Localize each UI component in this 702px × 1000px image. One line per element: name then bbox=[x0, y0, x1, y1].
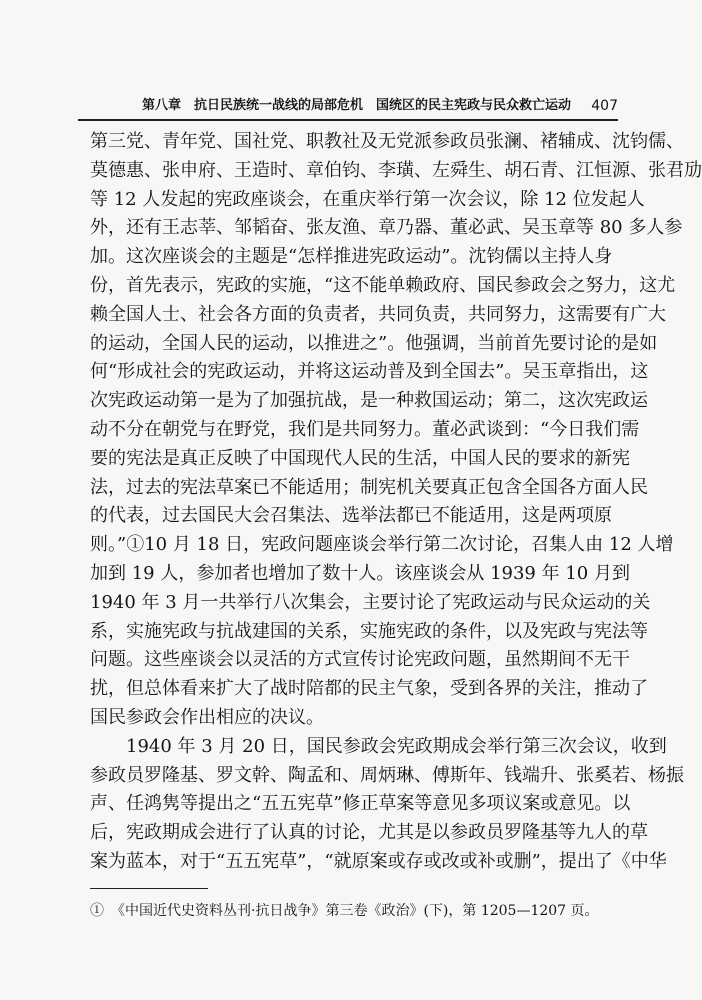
text-line: 法，过去的宪法草案已不能适用；制宪机关要真正包含全国各方面人民 bbox=[90, 476, 648, 498]
footnote: ① 《中国近代史资料丛刊·抗日战争》第三卷《政治》(下)，第 1205—1207 页。 bbox=[90, 903, 599, 919]
text-line: 的运动，全国人民的运动，以推进之”。他强调，当前首先要讨论的是如 bbox=[90, 332, 658, 354]
text-line: 次宪政运动第一是为了加强抗战，是一种救国运动；第二，这次宪政运 bbox=[90, 390, 648, 412]
text-line: 加。这次座谈会的主题是“怎样推进宪政运动”。沈钧儒以主持人身 bbox=[90, 246, 613, 268]
text-line: 后，宪政期成会进行了认真的讨论，尤其是以参政员罗隆基等九人的草 bbox=[90, 822, 648, 844]
page-number: 407 bbox=[591, 98, 618, 114]
text-line: 赖全国人士、社会各方面的负责者，共同负责，共同努力，这需要有广大 bbox=[90, 303, 666, 325]
text-line: 参政员罗隆基、罗文幹、陶孟和、周炳琳、傅斯年、钱端升、张奚若、杨振 bbox=[90, 764, 684, 786]
running-header bbox=[78, 93, 618, 121]
text-line: 声、任鸿隽等提出之“五五宪草”修正草案等意见多项议案或意见。以 bbox=[90, 793, 631, 815]
footnote-divider bbox=[90, 888, 208, 889]
text-line: 的代表，过去国民大会召集法、选举法都已不能适用，这是两项原 bbox=[90, 505, 612, 527]
text-line: 1940 年 3 月一共举行八次集会，主要讨论了宪政运动与民众运动的关 bbox=[90, 591, 651, 613]
text-line: 国民参政会作出相应的决议。 bbox=[90, 706, 324, 728]
text-line: 外，还有王志莘、邹韬奋、张友渔、章乃器、董必武、吴玉章等 80 多人参 bbox=[90, 217, 683, 239]
chapter-title: 第八章 抗日民族统一战线的局部危机 国统区的民主宪政与民众救亡运动 bbox=[142, 98, 572, 113]
text-line: 等 12 人发起的宪政座谈会，在重庆举行第一次会议，除 12 位发起人 bbox=[90, 188, 645, 210]
paragraph-start-line: 1940 年 3 月 20 日，国民参政会宪政期成会举行第三次会议，收到 bbox=[126, 735, 667, 757]
text-line: 何“形成社会的宪政运动，并将这运动普及到全国去”。吴玉章指出，这 bbox=[90, 361, 649, 383]
text-line: 动不分在朝党与在野党，我们是共同努力。董必武谈到：“今日我们需 bbox=[90, 418, 640, 440]
text-line: 第三党、青年党、国社党、职教社及无党派参政员张澜、褚辅成、沈钧儒、 bbox=[90, 131, 684, 152]
text-line: 案为蓝本，对于“五五宪草”，“就原案或存或改或补或删”，提出了《中华 bbox=[90, 850, 667, 872]
text-line: 则。”①10 月 18 日，宪政问题座谈会举行第二次讨论，召集人由 12 人增 bbox=[90, 534, 674, 556]
text-line: 份，首先表示，宪政的实施，“这不能单赖政府、国民参政会之努力，这尤 bbox=[90, 274, 676, 296]
text-line: 系，实施宪政与抗战建国的关系，实施宪政的条件，以及宪政与宪法等 bbox=[90, 620, 648, 642]
text-line: 问题。这些座谈会以灵活的方式宣传讨论宪政问题，虽然期间不无干 bbox=[90, 649, 630, 671]
body-text bbox=[90, 128, 702, 877]
text-line: 莫德惠、张申府、王造时、章伯钧、李璜、左舜生、胡石青、江恒源、张君劢 bbox=[90, 159, 702, 181]
text-line: 加到 19 人，参加者也增加了数十人。该座谈会从 1939 年 10 月到 bbox=[90, 562, 630, 584]
text-line: 要的宪法是真正反映了中国现代人民的生活，中国人民的要求的新宪 bbox=[90, 447, 630, 469]
text-line: 扰，但总体看来扩大了战时陪都的民主气象，受到各界的关注，推动了 bbox=[90, 678, 648, 700]
